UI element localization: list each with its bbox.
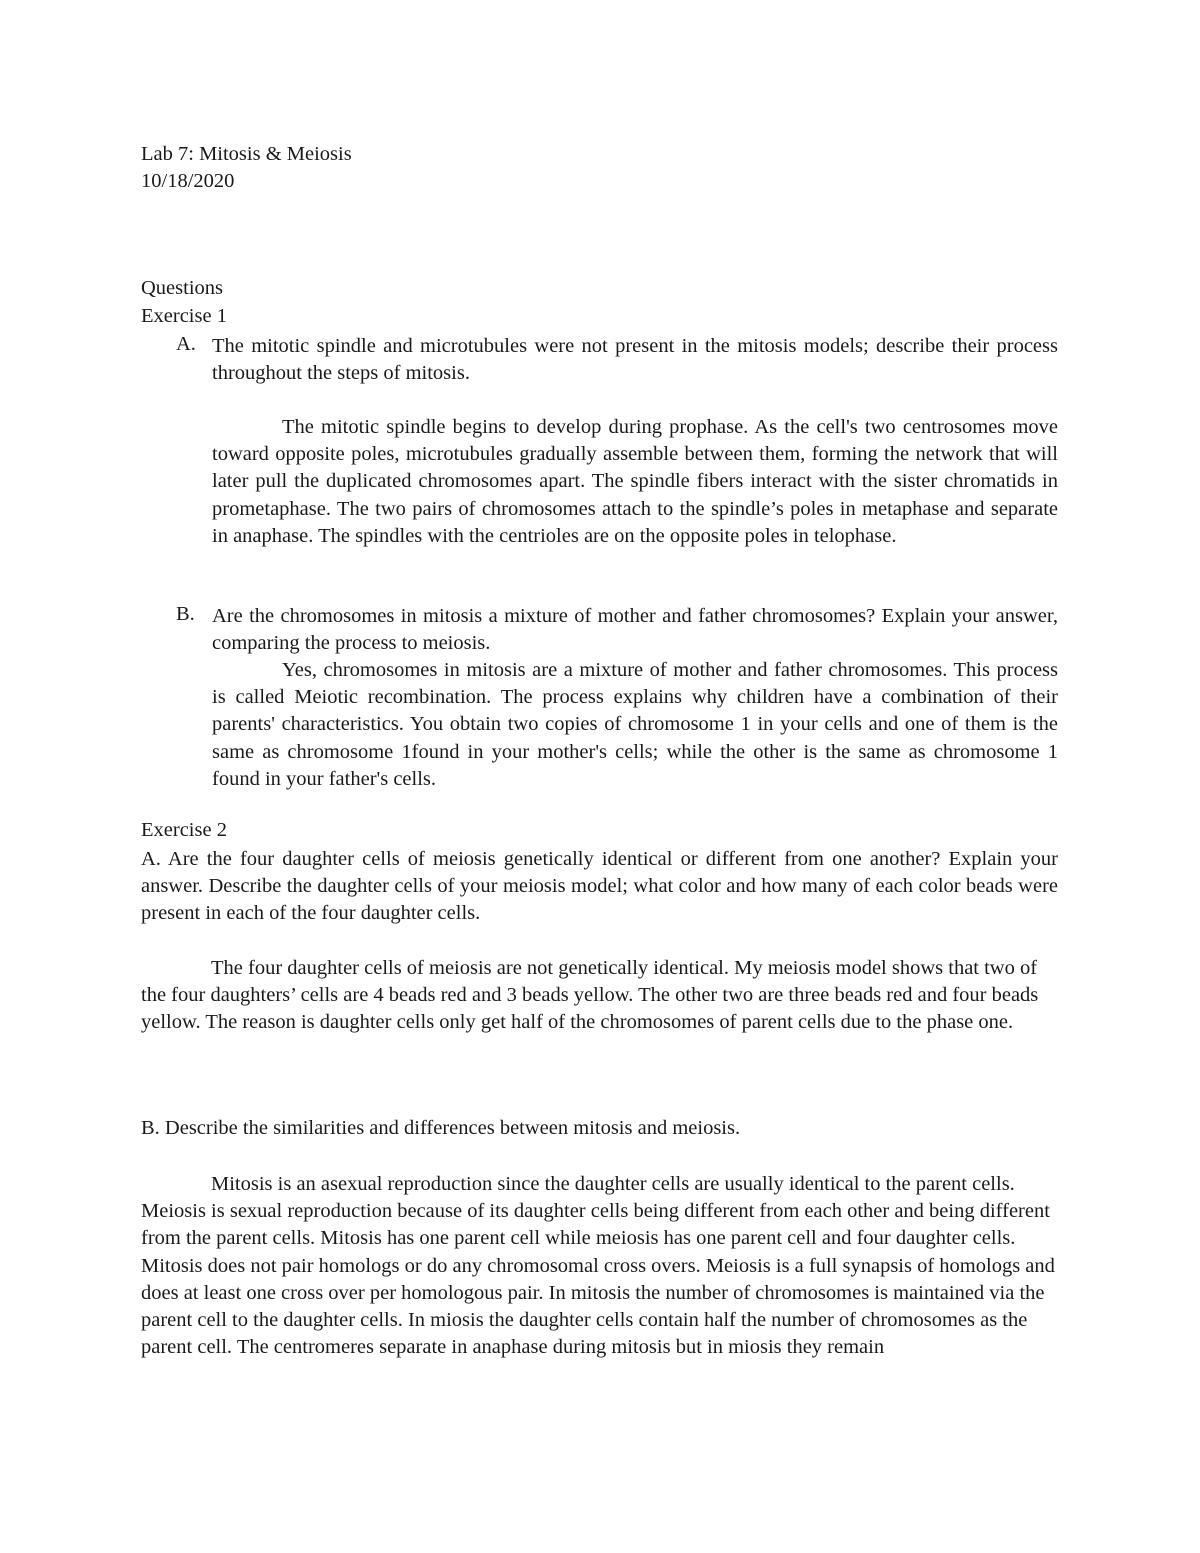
exercise1-qa-marker: A. [176, 333, 196, 355]
exercise2-qa-answer: The four daughter cells of meiosis are not genetically identical. My meiosis model shows that two of the four daughters’ cells are 4 beads red and 3 beads yellow. The other two are three beads red and four beads yellow. The reason is daughter cells only get half of the chromosomes of parent cells due to the phase one. [141, 957, 1039, 1034]
exercise1-heading: Exercise 1 [141, 305, 227, 327]
exercise1-qa-question: The mitotic spindle and microtubules were not present in the mitosis models; describe their process throughout the steps of mitosis. [212, 335, 1058, 385]
exercise2-heading: Exercise 2 [141, 819, 227, 841]
exercise2-qb-answer: Mitosis is an asexual reproduction since the daughter cells are usually identical to the parent cells. Meiosis is sexual reproduction because of its daughter cells being different from each other and being different from the parent cells. Mitosis has one parent cell while meiosis has one parent cell and four daughter cells. Mitosis does not pair homologs or do any chromosomal cross overs. Meiosis is a full synapsis of homologs and does at least one cross over per homologous pair. In mitosis the number of chromosomes is maintained via the parent cell to the daughter cells. In miosis the daughter cells contain half the number of chromosomes as the parent cell. The centromeres separate in anaphase during mitosis but in miosis they remain [141, 1173, 1055, 1359]
questions-heading: Questions [141, 277, 223, 299]
exercise1-qb-question: Are the chromosomes in mitosis a mixture of mother and father chromosomes? Explain your answer, comparing the process to meiosis. [212, 605, 1058, 655]
exercise1-qb-answer: Yes, chromosomes in mitosis are a mixture of mother and father chromosomes. This process is called Meiotic recombination. The process explains why children have a combination of their parents' characteristics. You obtain two copies of chromosome 1 in your cells and one of them is the same as chromosome 1found in your mother's cells; while the other is the same as chromosome 1 found in your father's cells. [212, 659, 1058, 790]
exercise2-qb-question: B. Describe the similarities and differences between mitosis and meiosis. [141, 1117, 741, 1139]
exercise1-qa-answer: The mitotic spindle begins to develop during prophase. As the cell's two centrosomes move toward opposite poles, microtubules gradually assemble between them, forming the network that will later pull the duplicated chromosomes apart. The spindle fibers interact with the sister chromatids in prometaphase. The two pairs of chromosomes attach to the spindle’s poles in metaphase and separate in anaphase. The spindles with the centrioles are on the opposite poles in telophase. [212, 416, 1058, 547]
exercise2-qa-question: A. Are the four daughter cells of meiosis genetically identical or different from one another? Explain your answer. Describe the daughter cells of your meiosis model; what color and how many of each color beads were present in each of the four daughter cells. [141, 848, 1058, 925]
document-date: 10/18/2020 [141, 170, 235, 192]
document-title: Lab 7: Mitosis & Meiosis [141, 143, 352, 165]
exercise1-qb-marker: B. [176, 603, 195, 625]
